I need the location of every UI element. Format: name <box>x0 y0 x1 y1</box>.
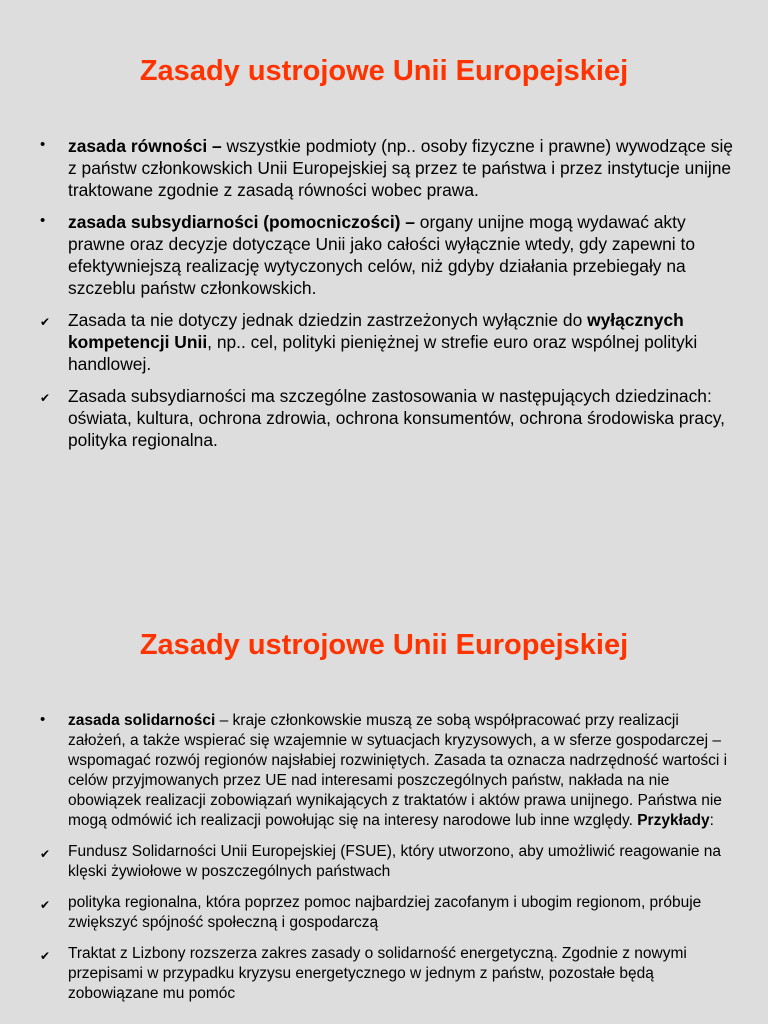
bullet-wylaczne-kompetencje <box>40 309 740 375</box>
bullet-examples-label: Przykłady <box>637 812 710 829</box>
bullet-text: Fundusz Solidarności Unii Europejskiej (FSUE), który utworzono, aby umożliwić reagowanie na klęski żywiołowe w poszczególnych państwach <box>68 843 722 880</box>
bullet-text-post: : <box>709 812 714 829</box>
bullet-zastosowania <box>40 385 740 451</box>
bullet-dot-icon: • <box>40 136 46 153</box>
bullet-text: Traktat z Lizbony rozszerza zakres zasady o solidarność energetyczną. Zgodnie z nowymi przepisami w przypadku kryzysu energetycznego w jednym z państw, pozostałe będą zobowiązane mu pomóc <box>68 945 687 1002</box>
bullet-list <box>40 135 740 461</box>
bullet-zasada-solidarnosci <box>40 711 740 831</box>
bullet-text-pre: Zasada ta nie dotyczy jednak dziedzin zastrzeżonych wyłącznie do <box>68 310 588 330</box>
bullet-text: – kraje członkowskie muszą ze sobą współpracować przy realizacji założeń, a także wspierać się wzajemnie w sytuacjach kryzysowych, a w sferze gospodarczej – wspomagać rozwój regionów najsłabiej rozwiniętych. Zasada ta oznacza nadrzędność wartości i celów przyjmowanych przez UE nad interesami poszczególnych państw, nakłada na nie obowiązek realizacji zobowiązań wynikających z traktatów i aktów prawa unijnego. Państwa nie mogą odmówić ich realizacji powołując się na interesy narodowe lub inne względy. <box>68 712 728 829</box>
bullet-dot-icon: • <box>40 212 46 229</box>
checkmark-icon: ✔ <box>40 898 51 912</box>
slide-2 <box>0 570 768 1024</box>
bullet-traktat-lizbonski <box>40 944 740 1004</box>
bullet-text: organy unijne mogą wydawać akty prawne oraz decyzje dotyczące Unii jako całości wyłącznie wtedy, gdy zapewni to efektywniejszą realizację wytyczonych celów, niż gdyby działania przebiegały na szczeblu państw członkowskich. <box>68 212 696 298</box>
bullet-fsue <box>40 842 740 882</box>
bullet-term: wyłącznych kompetencji Unii <box>68 310 684 352</box>
checkmark-icon: ✔ <box>40 847 51 861</box>
bullet-term: zasada subsydiarności (pomocniczości) – <box>68 212 415 232</box>
slide-title: Zasady ustrojowe Unii Europejskiej <box>139 629 629 661</box>
bullet-dot-icon: • <box>40 711 46 728</box>
bullet-text: polityka regionalna, która poprzez pomoc najbardziej zacofanym i ubogim regionom, próbuje zwiększyć spójność społeczną i gospodarczą <box>68 894 702 931</box>
bullet-list <box>40 711 740 1015</box>
bullet-zasada-rownosci <box>40 135 740 201</box>
bullet-text: , np.. cel, polityki pieniężnej w strefie euro oraz wspólnej polityki handlowej. <box>68 332 698 374</box>
bullet-text: Zasada subsydiarności ma szczególne zastosowania w następujących dziedzinach: oświata, kultura, ochrona zdrowia, ochrona konsumentów, ochrona środowiska pracy, polityka regionalna. <box>68 386 725 450</box>
slide-title: Zasady ustrojowe Unii Europejskiej <box>139 55 629 87</box>
bullet-term: zasada równości – <box>68 136 222 156</box>
bullet-zasada-subsydiarnosci <box>40 211 740 299</box>
bullet-polityka-regionalna <box>40 893 740 933</box>
checkmark-icon: ✔ <box>40 315 51 329</box>
checkmark-icon: ✔ <box>40 949 51 963</box>
checkmark-icon: ✔ <box>40 391 51 405</box>
bullet-term: zasada solidarności <box>68 712 216 729</box>
bullet-text: wszystkie podmioty (np.. osoby fizyczne i prawne) wywodzące się z państw członkowskich Unii Europejskiej są przez te państwa i przez instytucje unijne traktowane zgodnie z zasadą równości wobec prawa. <box>68 136 733 200</box>
